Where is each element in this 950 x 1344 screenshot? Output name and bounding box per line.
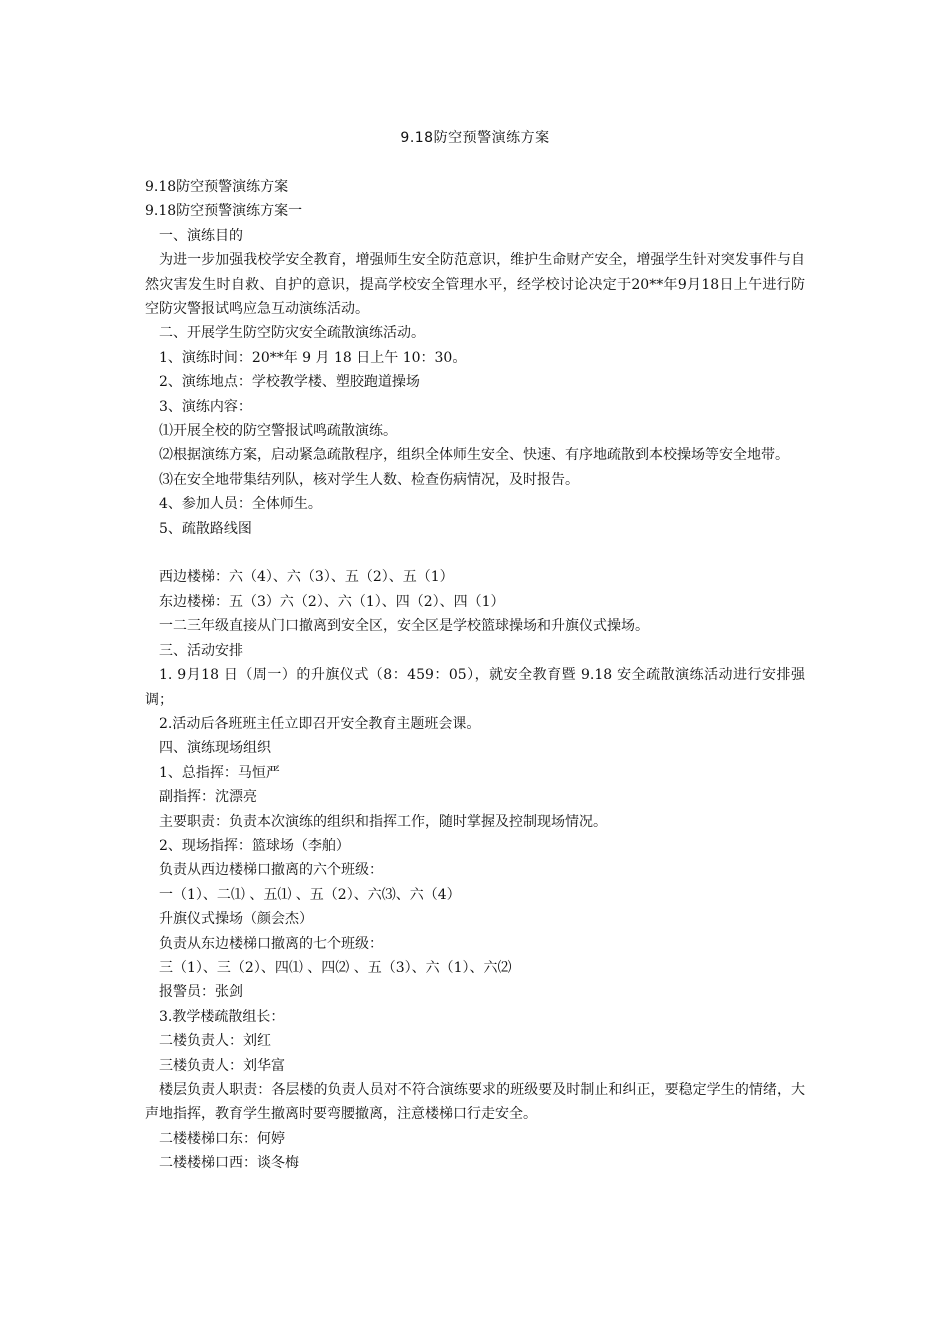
paragraph: 东边楼梯：五（3）六（2）、六（1）、四（2）、四（1） xyxy=(159,593,505,610)
paragraph: 西边楼梯：六（4）、六（3）、五（2）、五（1） xyxy=(159,569,454,586)
paragraph: 9.18防空预警演练方案 xyxy=(145,179,289,195)
paragraph: 4、参加人员：全体师生。 xyxy=(159,496,322,513)
paragraph: 二、开展学生防空防灾安全疏散演练活动。 xyxy=(159,325,425,342)
paragraph: 楼层负责人职责：各层楼的负责人员对不符合演练要求的班级要及时制止和纠正，要稳定学生的情绪，大声地指挥，教育学生撤离时要弯腰撤离，注意楼梯口行走安全。 xyxy=(145,1082,805,1123)
paragraph: 二楼楼梯口西：谈冬梅 xyxy=(159,1155,299,1172)
paragraph: 升旗仪式操场（颜会杰） xyxy=(159,911,313,928)
document-body xyxy=(145,175,805,1176)
paragraph: 9.18防空预警演练方案一 xyxy=(145,203,303,220)
paragraph: ⑵根据演练方案，启动紧急疏散程序，组织全体师生安全、快速、有序地疏散到本校操场等安全地带。 xyxy=(159,447,789,464)
blank-line xyxy=(145,541,805,565)
paragraph: 2、现场指挥：篮球场（李舶） xyxy=(159,837,350,854)
paragraph: ⑶在安全地带集结列队，核对学生人数、检查伤病情况，及时报告。 xyxy=(159,471,579,488)
paragraph: 报警员：张剑 xyxy=(159,984,243,1001)
document-title: 9.18防空预警演练方案 xyxy=(400,130,550,146)
paragraph: 三（1）、三（2）、四⑴ 、四⑵ 、五（3）、六（1）、六⑵ xyxy=(159,959,512,976)
paragraph: 一、演练目的 xyxy=(159,227,243,244)
paragraph: 3.教学楼疏散组长： xyxy=(159,1008,285,1025)
paragraph: 二楼负责人：刘红 xyxy=(159,1033,271,1050)
paragraph: 三、活动安排 xyxy=(159,642,243,659)
paragraph: ⑴开展全校的防空警报试鸣疏散演练。 xyxy=(159,423,397,440)
paragraph: 1. 9月18 日（周一）的升旗仪式（8：459：05），就安全教育暨 9.18 安全疏散演练活动进行安排强调； xyxy=(145,667,805,708)
paragraph: 2、演练地点：学校教学楼、塑胶跑道操场 xyxy=(159,374,420,391)
paragraph: 1、总指挥：马恒严 xyxy=(159,764,280,781)
paragraph: 二楼楼梯口东：何婷 xyxy=(159,1130,285,1147)
paragraph: 5、疏散路线图 xyxy=(159,520,252,537)
paragraph: 负责从东边楼梯口撤离的七个班级： xyxy=(159,935,383,952)
paragraph: 3、演练内容： xyxy=(159,398,252,415)
paragraph: 1、演练时间：20**年 9 月 18 日上午 10：30。 xyxy=(159,349,467,366)
paragraph: 四、演练现场组织 xyxy=(159,740,271,757)
paragraph: 一（1）、二⑴ 、五⑴ 、五（2）、六⑶、六（4） xyxy=(159,886,461,903)
paragraph: 主要职责：负责本次演练的组织和指挥工作，随时掌握及控制现场情况。 xyxy=(159,813,607,830)
paragraph: 一二三年级直接从门口撤离到安全区，安全区是学校篮球操场和升旗仪式操场。 xyxy=(159,618,649,635)
paragraph: 负责从西边楼梯口撤离的六个班级： xyxy=(159,862,383,879)
paragraph: 三楼负责人：刘华富 xyxy=(159,1057,285,1074)
paragraph: 为进一步加强我校学安全教育，增强师生安全防范意识，维护生命财产安全，增强学生针对突发事件与自然灾害发生时自救、自护的意识，提高学校安全管理水平，经学校讨论决定于20**年9月18日上午进行防空防灾警报试鸣应急互动演练活动。 xyxy=(145,252,805,318)
paragraph: 2.活动后各班班主任立即召开安全教育主题班会课。 xyxy=(159,715,481,732)
paragraph: 副指挥：沈漂亮 xyxy=(159,789,257,806)
